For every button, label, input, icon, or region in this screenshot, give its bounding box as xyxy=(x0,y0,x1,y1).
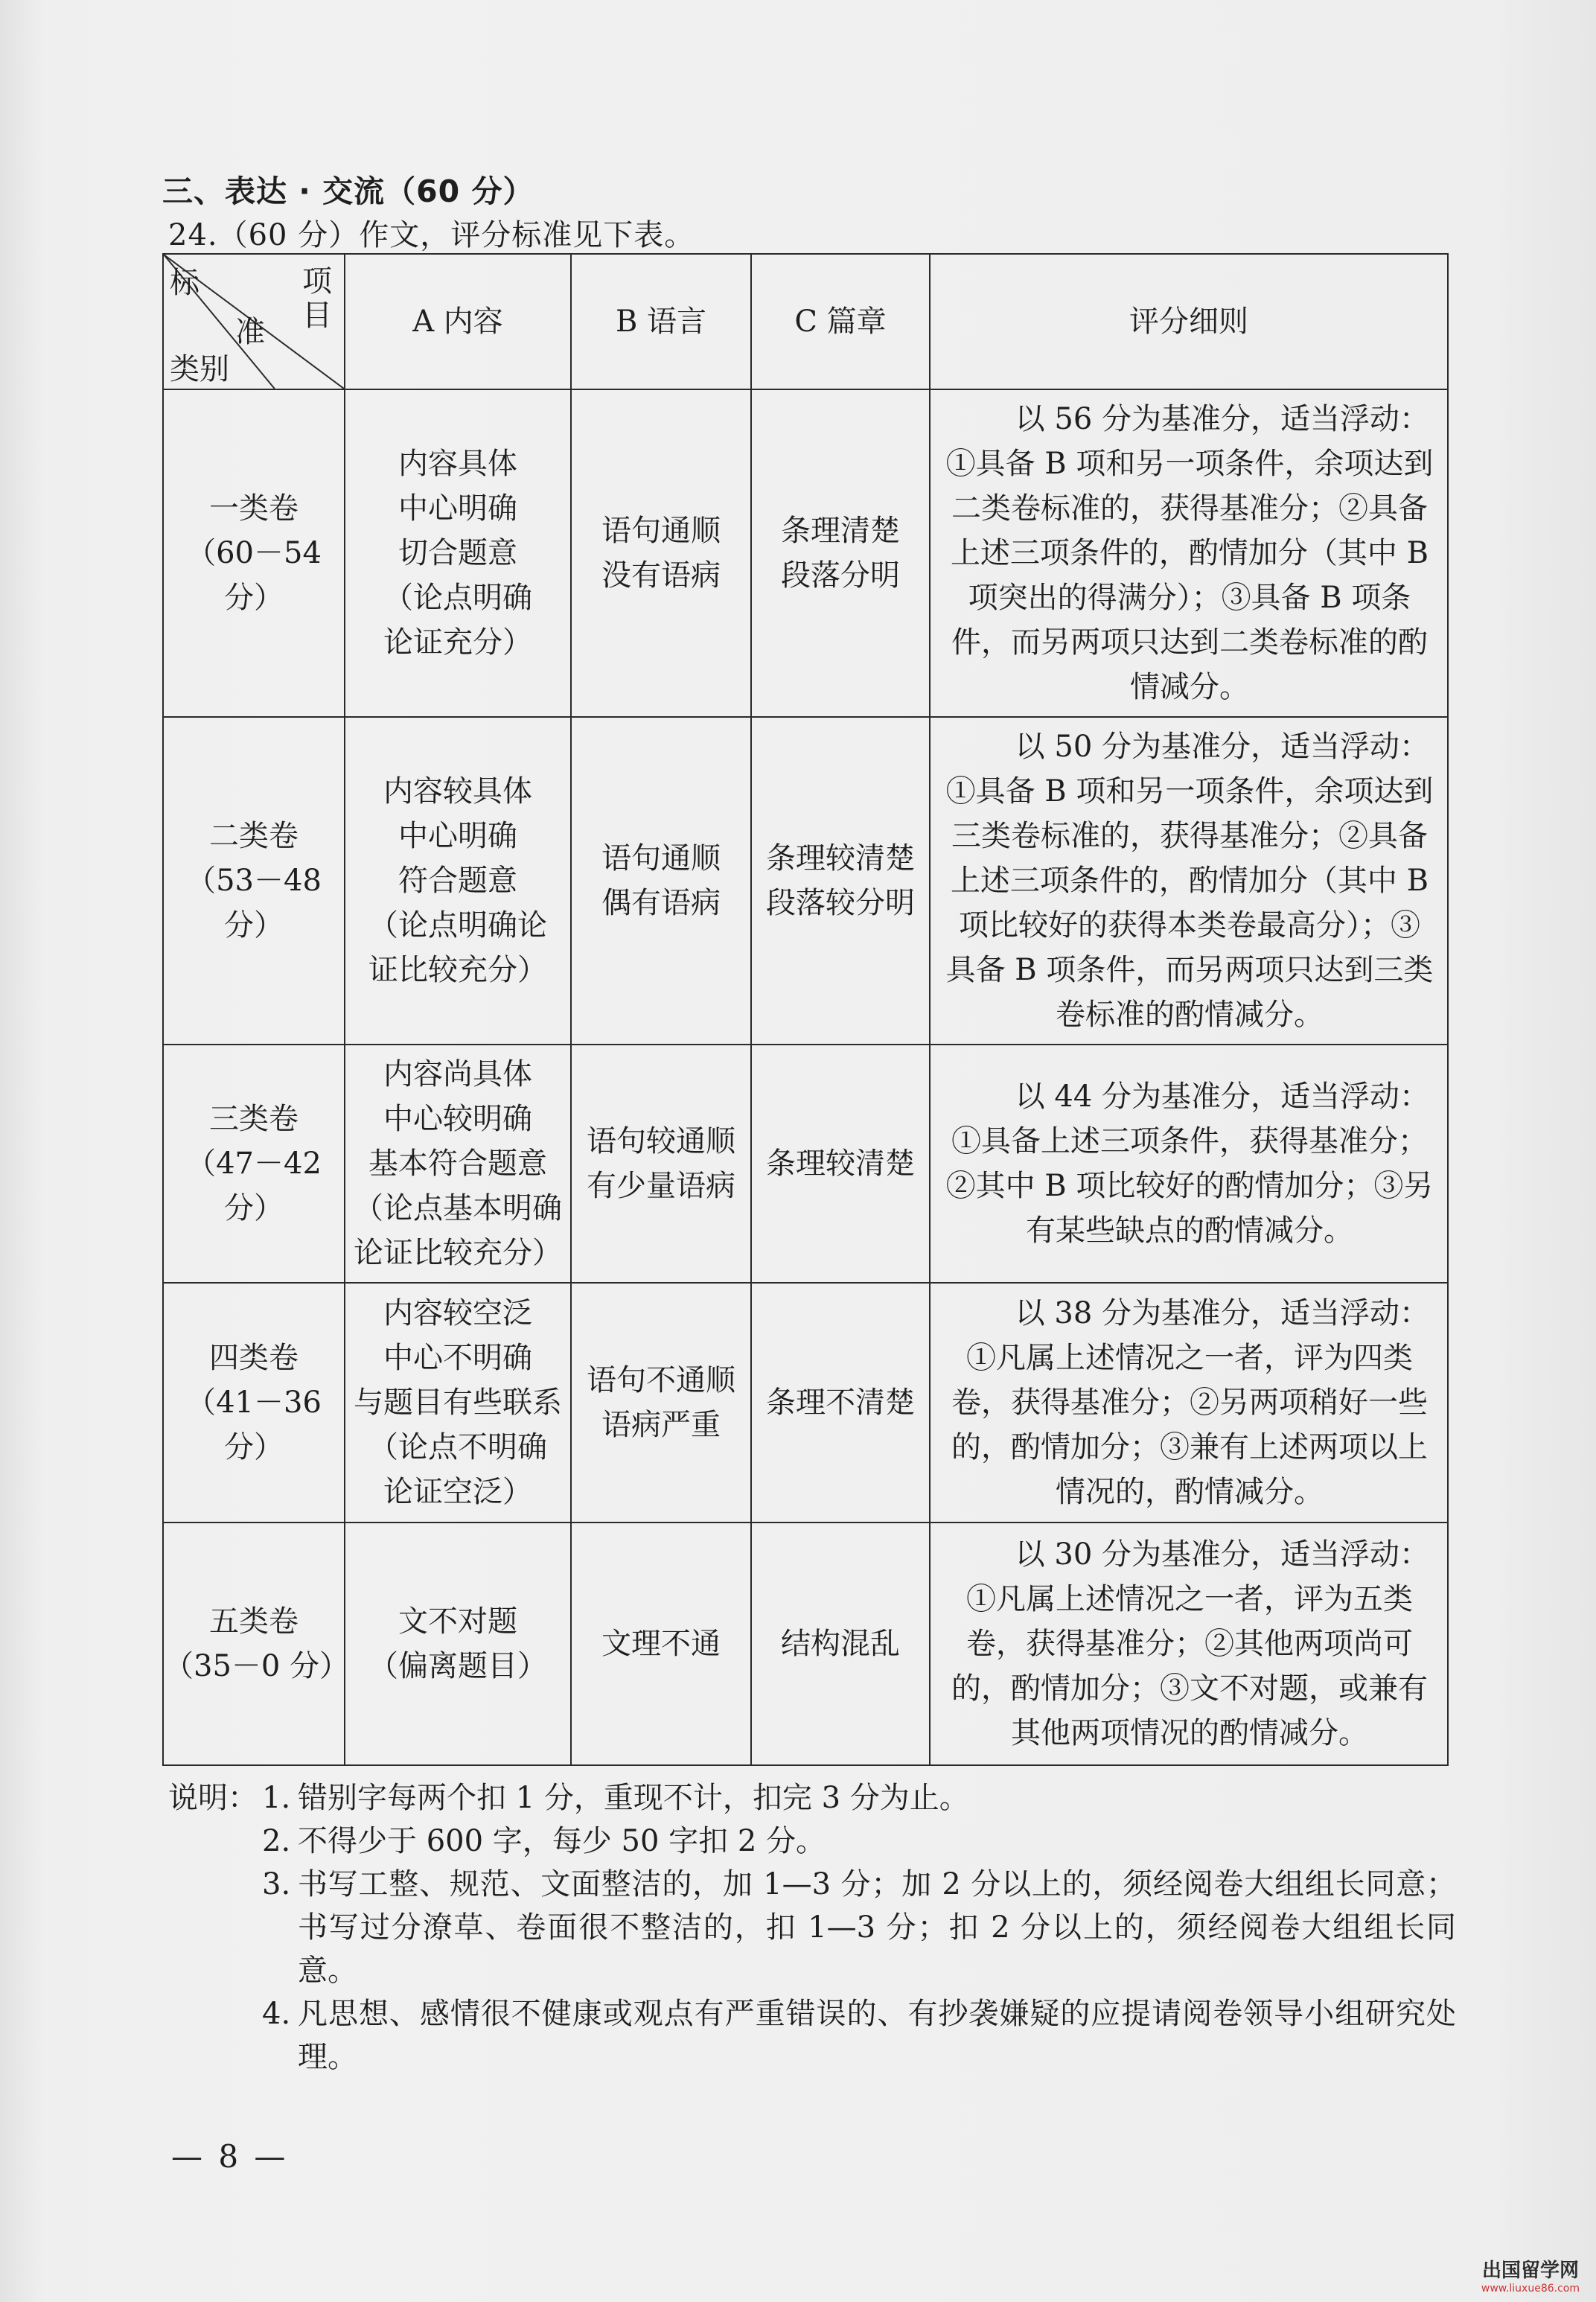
detail-body: ①凡属上述情况之一者，评为五类卷，获得基准分；②其他两项尚可的，酌情加分；③文不对题，或兼有其他两项情况的酌情减分。 xyxy=(951,1582,1428,1750)
detail-lead: 以 44 分为基准分，适当浮动： xyxy=(1015,1080,1429,1114)
language-cell xyxy=(571,1283,751,1523)
detail-cell xyxy=(930,389,1448,717)
header-label-category: 类别 xyxy=(170,352,229,386)
content-line: 切合题意 xyxy=(398,536,517,570)
header-language: B 语言 xyxy=(571,254,751,389)
content-line: 内容较具体 xyxy=(383,774,532,809)
grading-table xyxy=(162,253,1449,1766)
structure-line: 段落较分明 xyxy=(766,886,915,920)
table-row xyxy=(163,1523,1448,1765)
note-text: 错别字每两个扣 1 分，重现不计，扣完 3 分为止。 xyxy=(298,1781,969,1815)
header-structure: C 篇章 xyxy=(751,254,930,389)
content-cell xyxy=(345,389,571,717)
detail-body: ①凡属上述情况之一者，评为四类卷，获得基准分；②另两项稍好一些的，酌情加分；③兼有上述两项以上情况的，酌情减分。 xyxy=(951,1341,1428,1509)
content-line: （论点明确 xyxy=(383,581,532,615)
table-row xyxy=(163,389,1448,717)
note-number: 1. xyxy=(262,1781,291,1815)
content-line: 内容具体 xyxy=(398,447,517,481)
detail-body: ①具备 B 项和另一项条件，余项达到二类卷标准的，获得基准分；②具备上述三项条件的，酌情加分（其中 B 项突出的得满分）；③具备 B 项条件，而另两项只达到二类卷标准的酌情减分。 xyxy=(945,447,1434,704)
detail-cell xyxy=(930,717,1448,1045)
detail-cell xyxy=(930,1283,1448,1523)
category-name: 二类卷 xyxy=(209,819,299,853)
structure-cell xyxy=(751,389,930,717)
content-line: 证比较充分） xyxy=(368,953,547,987)
table-row xyxy=(163,1283,1448,1523)
content-line: 论证充分） xyxy=(383,625,532,660)
category-cell xyxy=(163,717,345,1045)
category-name: 一类卷 xyxy=(209,491,299,526)
content-line: 符合题意 xyxy=(398,864,517,898)
structure-line: 段落分明 xyxy=(781,558,900,593)
structure-cell xyxy=(751,1045,930,1283)
category-range: （35－0 分） xyxy=(164,1649,350,1683)
structure-line: 条理不清楚 xyxy=(766,1386,915,1420)
language-line: 语句通顺 xyxy=(601,841,721,876)
detail-lead: 以 50 分为基准分，适当浮动： xyxy=(1015,730,1429,764)
notes-indent xyxy=(168,1863,262,1992)
content-line: （论点不明确 xyxy=(368,1430,547,1464)
language-line: 语句通顺 xyxy=(601,514,721,548)
notes-section xyxy=(168,1776,1456,2079)
note-item xyxy=(168,1863,1456,1992)
header-label-mu: 目 xyxy=(302,299,332,333)
category-name: 四类卷 xyxy=(209,1341,299,1375)
note-number: 3. xyxy=(262,1867,291,1901)
language-cell xyxy=(571,389,751,717)
structure-line: 条理较清楚 xyxy=(766,841,915,876)
header-label-xiang: 项 xyxy=(302,264,332,299)
note-text: 书写工整、规范、文面整洁的，加 1—3 分；加 2 分以上的，须经阅卷大组组长同意；书写过分潦草、卷面很不整洁的，扣 1—3 分；扣 2 分以上的，须经阅卷大组组长同意。 xyxy=(298,1867,1456,1988)
structure-line: 条理清楚 xyxy=(781,514,900,548)
content-line: 论证空泛） xyxy=(383,1475,532,1509)
note-item xyxy=(168,1992,1456,2079)
notes-indent xyxy=(168,1992,262,2079)
language-line: 语病严重 xyxy=(601,1408,721,1442)
content-line: 中心明确 xyxy=(398,819,517,853)
watermark-name: 出国留学网 xyxy=(1481,2260,1579,2282)
diagonal-header-cell xyxy=(163,254,345,389)
category-cell xyxy=(163,1283,345,1523)
category-range: （60－54 分） xyxy=(186,536,322,615)
note-item xyxy=(168,1776,1456,1820)
content-line: （论点基本明确 xyxy=(354,1191,562,1225)
note-text: 凡思想、感情很不健康或观点有严重错误的、有抄袭嫌疑的应提请阅卷领导小组研究处理。 xyxy=(298,1997,1456,2074)
note-text: 不得少于 600 字，每少 50 字扣 2 分。 xyxy=(298,1824,826,1858)
detail-lead: 以 38 分为基准分，适当浮动： xyxy=(1015,1296,1429,1330)
watermark-url: www.liuxue86.com xyxy=(1481,2283,1580,2295)
category-range: （47－42 分） xyxy=(186,1147,322,1225)
language-line: 语句较通顺 xyxy=(587,1124,735,1158)
content-cell xyxy=(345,1283,571,1523)
question-text: 24.（60 分）作文，评分标准见下表。 xyxy=(168,218,695,252)
category-cell xyxy=(163,1523,350,1765)
structure-cell xyxy=(751,1283,930,1523)
detail-lead: 以 56 分为基准分，适当浮动： xyxy=(1015,402,1429,436)
category-name: 五类卷 xyxy=(209,1604,299,1639)
language-line: 有少量语病 xyxy=(587,1169,735,1203)
structure-cell xyxy=(751,1523,930,1765)
language-line: 偶有语病 xyxy=(601,886,721,920)
language-line: 没有语病 xyxy=(601,558,721,593)
structure-line: 结构混乱 xyxy=(781,1627,900,1661)
language-cell xyxy=(571,1523,751,1765)
note-number: 4. xyxy=(262,1997,291,2031)
detail-lead: 以 30 分为基准分，适当浮动： xyxy=(1015,1537,1429,1572)
detail-cell xyxy=(930,1523,1448,1765)
content-line: 中心明确 xyxy=(398,491,517,526)
notes-indent xyxy=(168,1820,262,1863)
table-row xyxy=(163,717,1448,1045)
page-number: — 8 — xyxy=(171,2138,289,2175)
structure-cell xyxy=(751,717,930,1045)
language-line: 文理不通 xyxy=(601,1627,721,1661)
detail-cell xyxy=(930,1045,1448,1283)
header-label-biao: 标 xyxy=(170,266,200,300)
content-cell xyxy=(345,1045,571,1283)
structure-line: 条理较清楚 xyxy=(766,1147,915,1181)
category-cell xyxy=(163,1045,345,1283)
header-detail: 评分细则 xyxy=(930,254,1448,389)
content-line: 中心较明确 xyxy=(383,1102,532,1136)
table-header-row xyxy=(163,254,1448,389)
content-line: 文不对题 xyxy=(398,1604,517,1639)
content-cell xyxy=(345,1523,571,1765)
content-line: 论证比较充分） xyxy=(354,1236,562,1270)
note-item xyxy=(168,1820,1456,1863)
content-line: 基本符合题意 xyxy=(368,1147,547,1181)
language-line: 语句不通顺 xyxy=(587,1363,735,1397)
content-line: 内容尚具体 xyxy=(383,1057,532,1091)
language-cell xyxy=(571,717,751,1045)
category-cell xyxy=(163,389,345,717)
content-line: 内容较空泛 xyxy=(383,1296,532,1330)
detail-body: ①具备 B 项和另一项条件，余项达到三类卷标准的，获得基准分；②具备上述三项条件的，酌情加分（其中 B 项比较好的获得本类卷最高分）；③具备 B 项条件，而另两项只达到三类卷标准的酌情减分。 xyxy=(945,774,1434,1032)
content-line: （偏离题目） xyxy=(368,1649,547,1683)
content-cell xyxy=(345,717,571,1045)
section-title: 三、表达 · 交流（60 分） xyxy=(162,173,534,209)
language-cell xyxy=(571,1045,751,1283)
category-range: （53－48 分） xyxy=(186,864,322,943)
notes-label: 说明： xyxy=(168,1781,258,1815)
content-line: 与题目有些联系 xyxy=(354,1386,562,1420)
note-number: 2. xyxy=(262,1824,291,1858)
header-label-zhun: 准 xyxy=(235,315,265,349)
category-range: （41－36 分） xyxy=(186,1386,322,1464)
table-row xyxy=(163,1045,1448,1283)
detail-body: ①具备上述三项条件，获得基准分；②其中 B 项比较好的酌情加分；③另有某些缺点的酌情减分。 xyxy=(945,1124,1434,1248)
content-line: 中心不明确 xyxy=(383,1341,532,1375)
content-line: （论点明确论 xyxy=(368,908,547,943)
category-name: 三类卷 xyxy=(209,1102,299,1136)
watermark-logo xyxy=(1481,2255,1580,2295)
header-content: A 内容 xyxy=(345,254,571,389)
